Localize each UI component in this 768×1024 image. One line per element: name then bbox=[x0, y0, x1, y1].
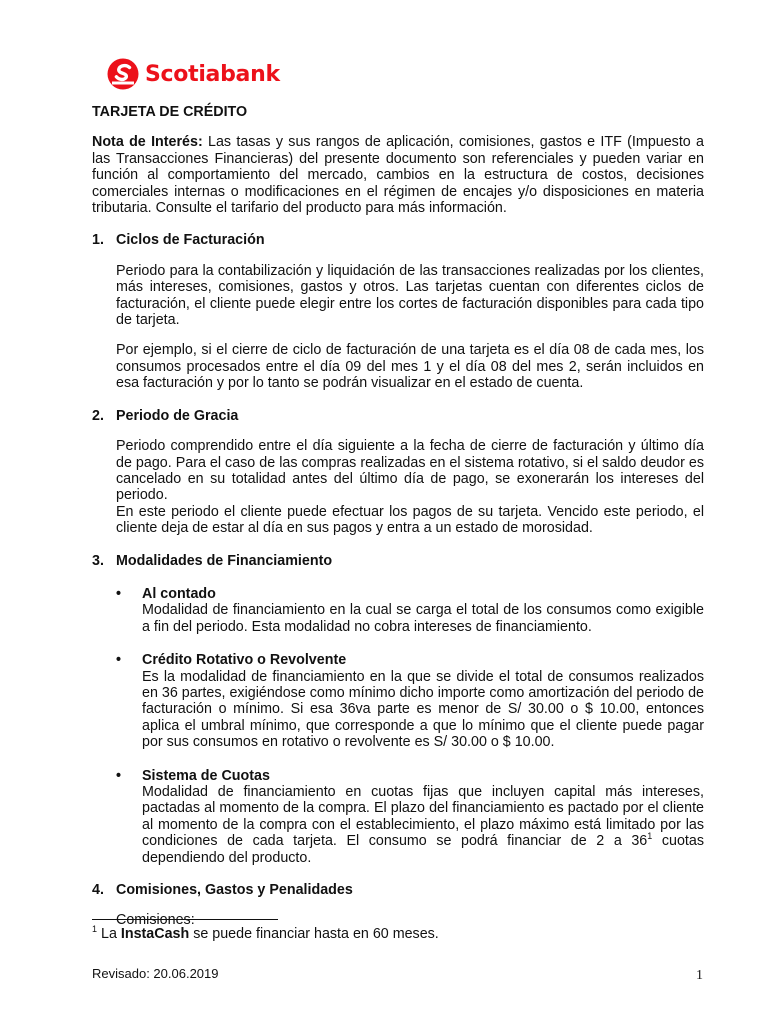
bullet-icon: • bbox=[116, 767, 122, 784]
footnote-prefix: La bbox=[97, 926, 121, 942]
section-title: Comisiones, Gastos y Penalidades bbox=[116, 882, 353, 899]
footnote-divider bbox=[92, 919, 278, 920]
section-number: 3. bbox=[92, 552, 104, 569]
paragraph: Periodo para la contabilización y liquidación de las transacciones realizadas por los clientes, más intereses, comisiones, gastos y otros. Las tarjetas cuentan con diferentes ciclos de facturación, el cliente puede elegir entre los cortes de facturación disponibles para cada tipo de tarjeta. bbox=[116, 262, 704, 329]
revision-date: Revisado: 20.06.2019 bbox=[92, 966, 219, 981]
section-1-heading bbox=[92, 232, 704, 248]
section-number: 4. bbox=[92, 882, 104, 899]
bullet-item bbox=[116, 586, 704, 635]
paragraph: En este periodo el cliente puede efectuar los pagos de su tarjeta. Vencido este periodo, el cliente deja de estar al día en sus pagos y entra a un estado de morosidad. bbox=[116, 503, 704, 537]
bullet-text bbox=[142, 784, 704, 866]
section-1-body bbox=[116, 263, 704, 392]
footnote-reference[interactable]: 1 bbox=[647, 831, 653, 842]
bullet-text-part: Modalidad de financiamiento en cuotas fijas que incluyen capital más intereses, pactadas al momento de la compra. El plazo del financiamiento es pactado por el cliente al momento de la compra con el establecimiento, el plazo máximo está limitado por las condiciones de cada tarjeta. El consumo se podrá financiar de 2 a 36 bbox=[142, 784, 704, 850]
section-number: 2. bbox=[92, 407, 104, 424]
scotiabank-logo-icon bbox=[106, 57, 140, 91]
document-body bbox=[92, 104, 704, 929]
section-title: Periodo de Gracia bbox=[116, 407, 239, 424]
section-3-heading bbox=[92, 553, 704, 569]
bullet-title: Crédito Rotativo o Revolvente bbox=[142, 652, 347, 669]
interest-note-text: Las tasas y sus rangos de aplicación, comisiones, gastos e ITF (Impuesto a las Transacciones Financieras) del presente documento son referenciales y pueden variar en función al comportamiento del mercado, cambios en la estructura de costos, decisiones comerciales internas o modificaciones en el régimen de encajes y/o disposiciones en materia tributaria. Consulte el tarifario del producto para más información. bbox=[92, 134, 704, 217]
page-number: 1 bbox=[696, 968, 703, 983]
document-title: TARJETA DE CRÉDITO bbox=[92, 104, 248, 120]
footnote-suffix: se puede financiar hasta en 60 meses. bbox=[189, 926, 439, 942]
paragraph: Por ejemplo, si el cierre de ciclo de facturación de una tarjeta es el día 08 de cada mes, los consumos procesados entre el día 09 del mes 1 y el día 08 del mes 2, serán incluidos en esa facturación y por lo tanto se podrán visualizar en el estado de cuenta. bbox=[116, 342, 704, 392]
bullet-title: Al contado bbox=[142, 585, 216, 602]
interest-note bbox=[92, 134, 704, 216]
brand-name: Scotiabank bbox=[145, 61, 280, 87]
section-number: 1. bbox=[92, 232, 104, 249]
footnote bbox=[92, 925, 439, 943]
section-2-heading bbox=[92, 408, 704, 424]
bullet-item bbox=[116, 652, 704, 750]
section-title: Modalidades de Financiamiento bbox=[116, 552, 333, 569]
bullet-text-part: cuotas dependiendo del producto. bbox=[142, 833, 704, 866]
bullet-text: Es la modalidad de financiamiento en la que se divide el total de consumos realizados en 36 partes, exigiéndose como mínimo dicho importe como amortización del periodo de facturación o mínimo. Si esa 36va parte es menor de S/ 30.00 o $ 10.00, entonces aplica el umbral mínimo, que corresponde a que lo mínimo que el cliente puede pagar por sus consumos en rotativo o revolvente es S/ 30.00 o $ 10.00. bbox=[142, 668, 704, 751]
paragraph: Comisiones: bbox=[116, 912, 195, 929]
interest-note-label: Nota de Interés: bbox=[92, 134, 203, 151]
footnote-mark: 1 bbox=[92, 924, 98, 935]
bullet-title: Sistema de Cuotas bbox=[142, 767, 270, 784]
bullet-icon: • bbox=[116, 585, 122, 602]
footnote-bold: InstaCash bbox=[120, 926, 190, 942]
section-2-body bbox=[116, 438, 704, 536]
bullet-item bbox=[116, 768, 704, 866]
paragraph: Periodo comprendido entre el día siguiente a la fecha de cierre de facturación y último día de pago. Para el caso de las compras realizadas en el sistema rotativo, si el saldo deudor es cancelado en su totalidad antes del último día de pago, se exonerarán los intereses del periodo. bbox=[116, 438, 704, 504]
section-title: Ciclos de Facturación bbox=[116, 232, 265, 249]
section-4-heading bbox=[92, 882, 704, 898]
bullet-icon: • bbox=[116, 652, 122, 669]
bullet-text: Modalidad de financiamiento en la cual se carga el total de los consumos como exigible a fin del periodo. Esta modalidad no cobra intereses de financiamiento. bbox=[142, 602, 704, 635]
brand-logo bbox=[106, 56, 280, 92]
